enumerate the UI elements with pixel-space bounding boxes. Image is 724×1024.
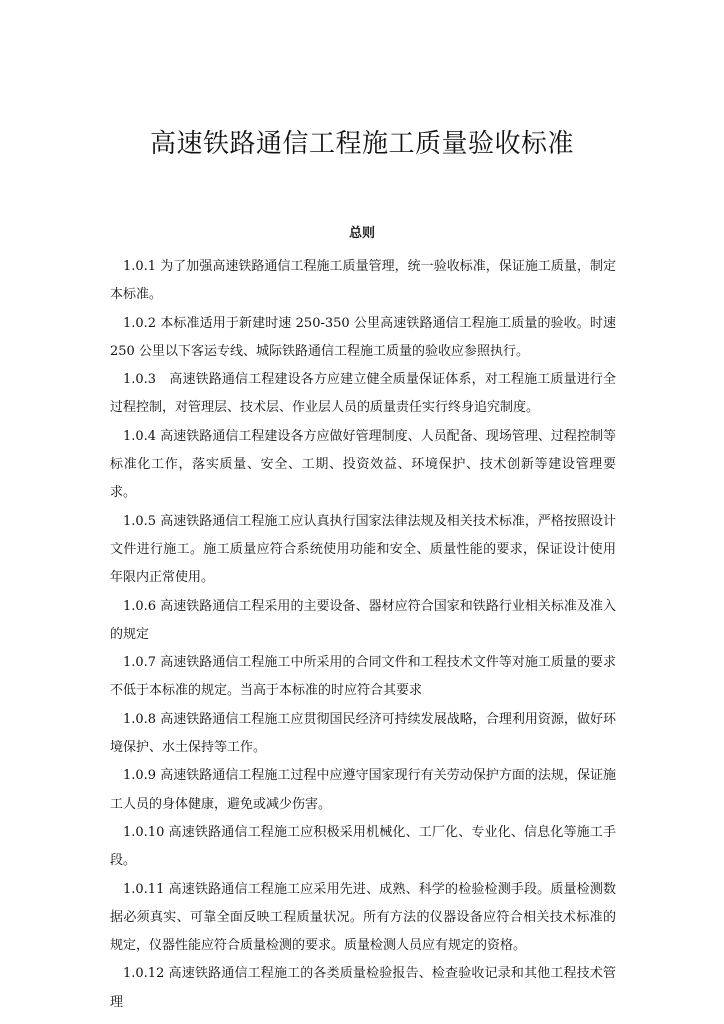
clause-1-0-2: 1.0.2 本标准适用于新建时速 250-350 公里高速铁路通信工程施工质量的验收。时速 250 公里以下客运专线、城际铁路通信工程施工质量的验收应参照执行。 [110, 315, 616, 359]
clause-1-0-12: 1.0.12 高速铁路通信工程施工的各类质量检验报告、检查验收记录和其他工程技术管理 [110, 966, 616, 1010]
clause-1-0-8: 1.0.8 高速铁路通信工程施工应贯彻国民经济可持续发展战略，合理利用资源，做好环境保护、水土保持等工作。 [110, 711, 616, 756]
clause-1-0-3: 1.0.3 高速铁路通信工程建设各方应建立健全质量保证体系，对工程施工质量进行全过程控制，对管理层、技术层、作业层人员的质量责任实行终身追究制度。 [110, 372, 616, 416]
document-body [110, 253, 616, 1017]
clause-1-0-6: 1.0.6 高速铁路通信工程采用的主要设备、器材应符合国家和铁路行业相关标准及准入的规定 [110, 598, 616, 642]
clause-1-0-4: 1.0.4 高速铁路通信工程建设各方应做好管理制度、人员配备、现场管理、过程控制等标准化工作，落实质量、安全、工期、投资效益、环境保护、技术创新等建设管理要求。 [110, 428, 616, 501]
clause-1-0-11: 1.0.11 高速铁路通信工程施工应采用先进、成熟、科学的检验检测手段。质量检测数据必须真实、可靠全面反映工程质量状况。所有方法的仪器设备应符合相关技术标准的规定，仪器性能应符合质量检测的要求。质量检测人员应有规定的资格。 [110, 881, 616, 954]
document-title: 高速铁路通信工程施工质量验收标准 [149, 129, 574, 159]
clause-1-0-7: 1.0.7 高速铁路通信工程施工中所采用的合同文件和工程技术文件等对施工质量的要求不低于本标准的规定。当高于本标准的时应符合其要求 [110, 655, 616, 699]
section-heading: 总则 [348, 226, 375, 241]
clause-1-0-1: 1.0.1 为了加强高速铁路通信工程施工质量管理，统一验收标准，保证施工质量，制定本标准。 [110, 259, 616, 303]
clause-1-0-9: 1.0.9 高速铁路通信工程施工过程中应遵守国家现行有关劳动保护方面的法规，保证施工人员的身体健康，避免或减少伤害。 [110, 768, 616, 812]
clause-1-0-10: 1.0.10 高速铁路通信工程施工应积极采用机械化、工厂化、专业化、信息化等施工手段。 [110, 824, 616, 869]
clause-1-0-5: 1.0.5 高速铁路通信工程施工应认真执行国家法律法规及相关技术标准，严格按照设计文件进行施工。施工质量应符合系统使用功能和安全、质量性能的要求，保证设计使用年限内正常使用。 [110, 513, 616, 586]
